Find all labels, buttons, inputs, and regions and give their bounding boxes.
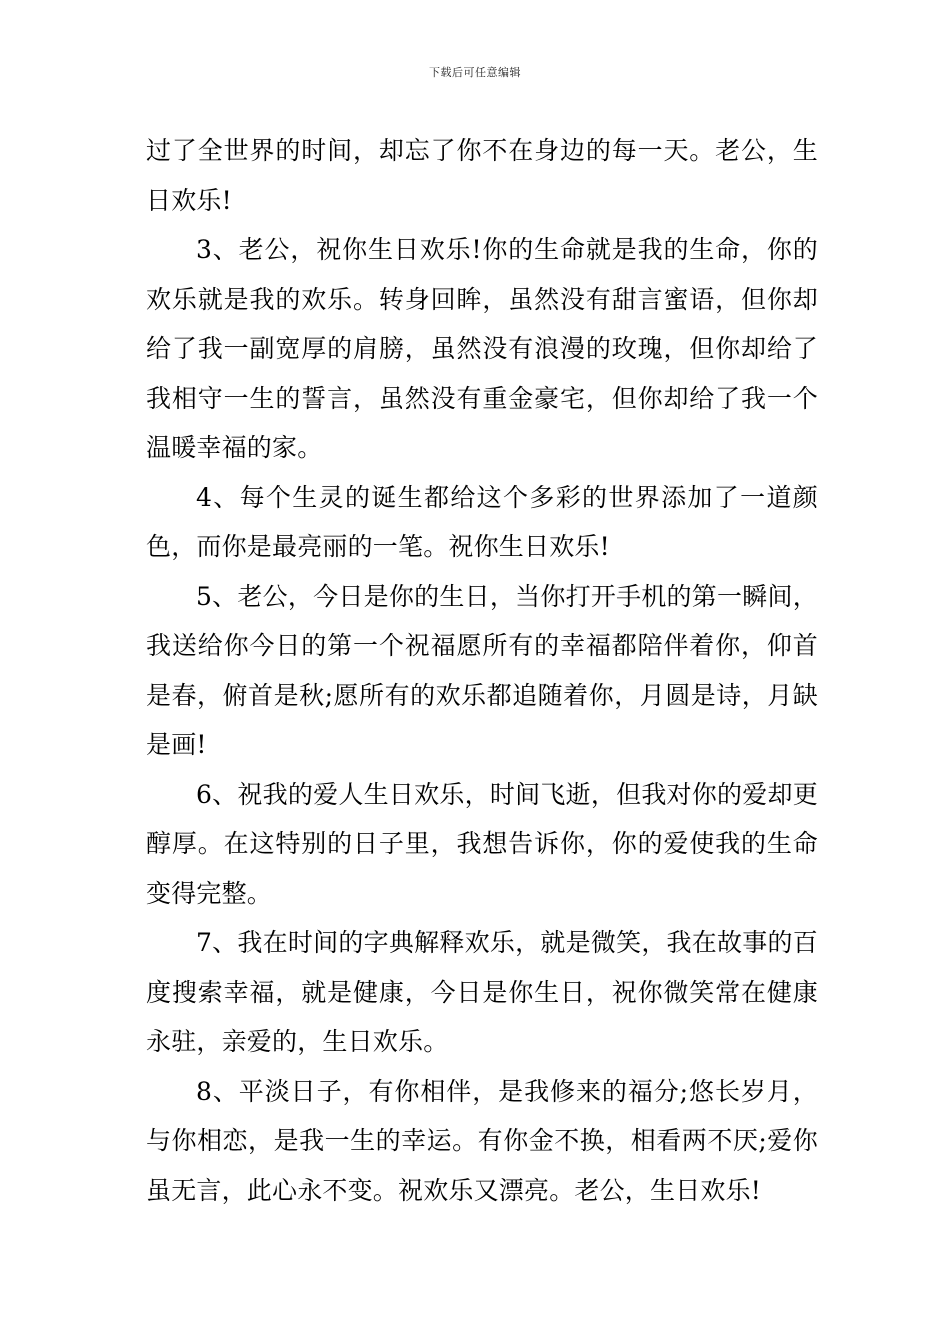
paragraph-item-6: 6、祝我的爱人生日欢乐，时间飞逝，但我对你的爱却更醇厚。在这特别的日子里，我想告诉你，你的爱使我的生命变得完整。	[146, 779, 818, 908]
paragraph-item-3: 3、老公，祝你生日欢乐!你的生命就是我的生命，你的欢乐就是我的欢乐。转身回眸，虽然没有甜言蜜语，但你却给了我一副宽厚的肩膀，虽然没有浪漫的玫瑰，但你却给了我相守一生的誓言，虽然没有重金豪宅，但你却给了我一个温暖幸福的家。	[146, 235, 818, 462]
paragraph-item-4: 4、每个生灵的诞生都给这个多彩的世界添加了一道颜色，而你是最亮丽的一笔。祝你生日欢乐!	[146, 482, 818, 561]
paragraph-item-7: 7、我在时间的字典解释欢乐，就是微笑，我在故事的百度搜索幸福，就是健康，今日是你生日，祝你微笑常在健康永驻，亲爱的，生日欢乐。	[146, 928, 818, 1056]
paragraph-item-5: 5、老公，今日是你的生日，当你打开手机的第一瞬间，我送给你今日的第一个祝福愿所有的幸福都陪伴着你，仰首是春，俯首是秋;愿所有的欢乐都追随着你，月圆是诗，月缺是画!	[146, 581, 818, 759]
document-body	[146, 126, 818, 1215]
page-header-note: 下载后可任意编辑	[429, 66, 521, 79]
paragraph-continuation: 过了全世界的时间，却忘了你不在身边的每一天。老公，生日欢乐!	[146, 136, 818, 215]
paragraph-item-8: 8、平淡日子，有你相伴，是我修来的福分;悠长岁月，与你相恋，是我一生的幸运。有你金不换，相看两不厌;爱你虽无言，此心永不变。祝欢乐又漂亮。老公，生日欢乐!	[146, 1076, 818, 1205]
